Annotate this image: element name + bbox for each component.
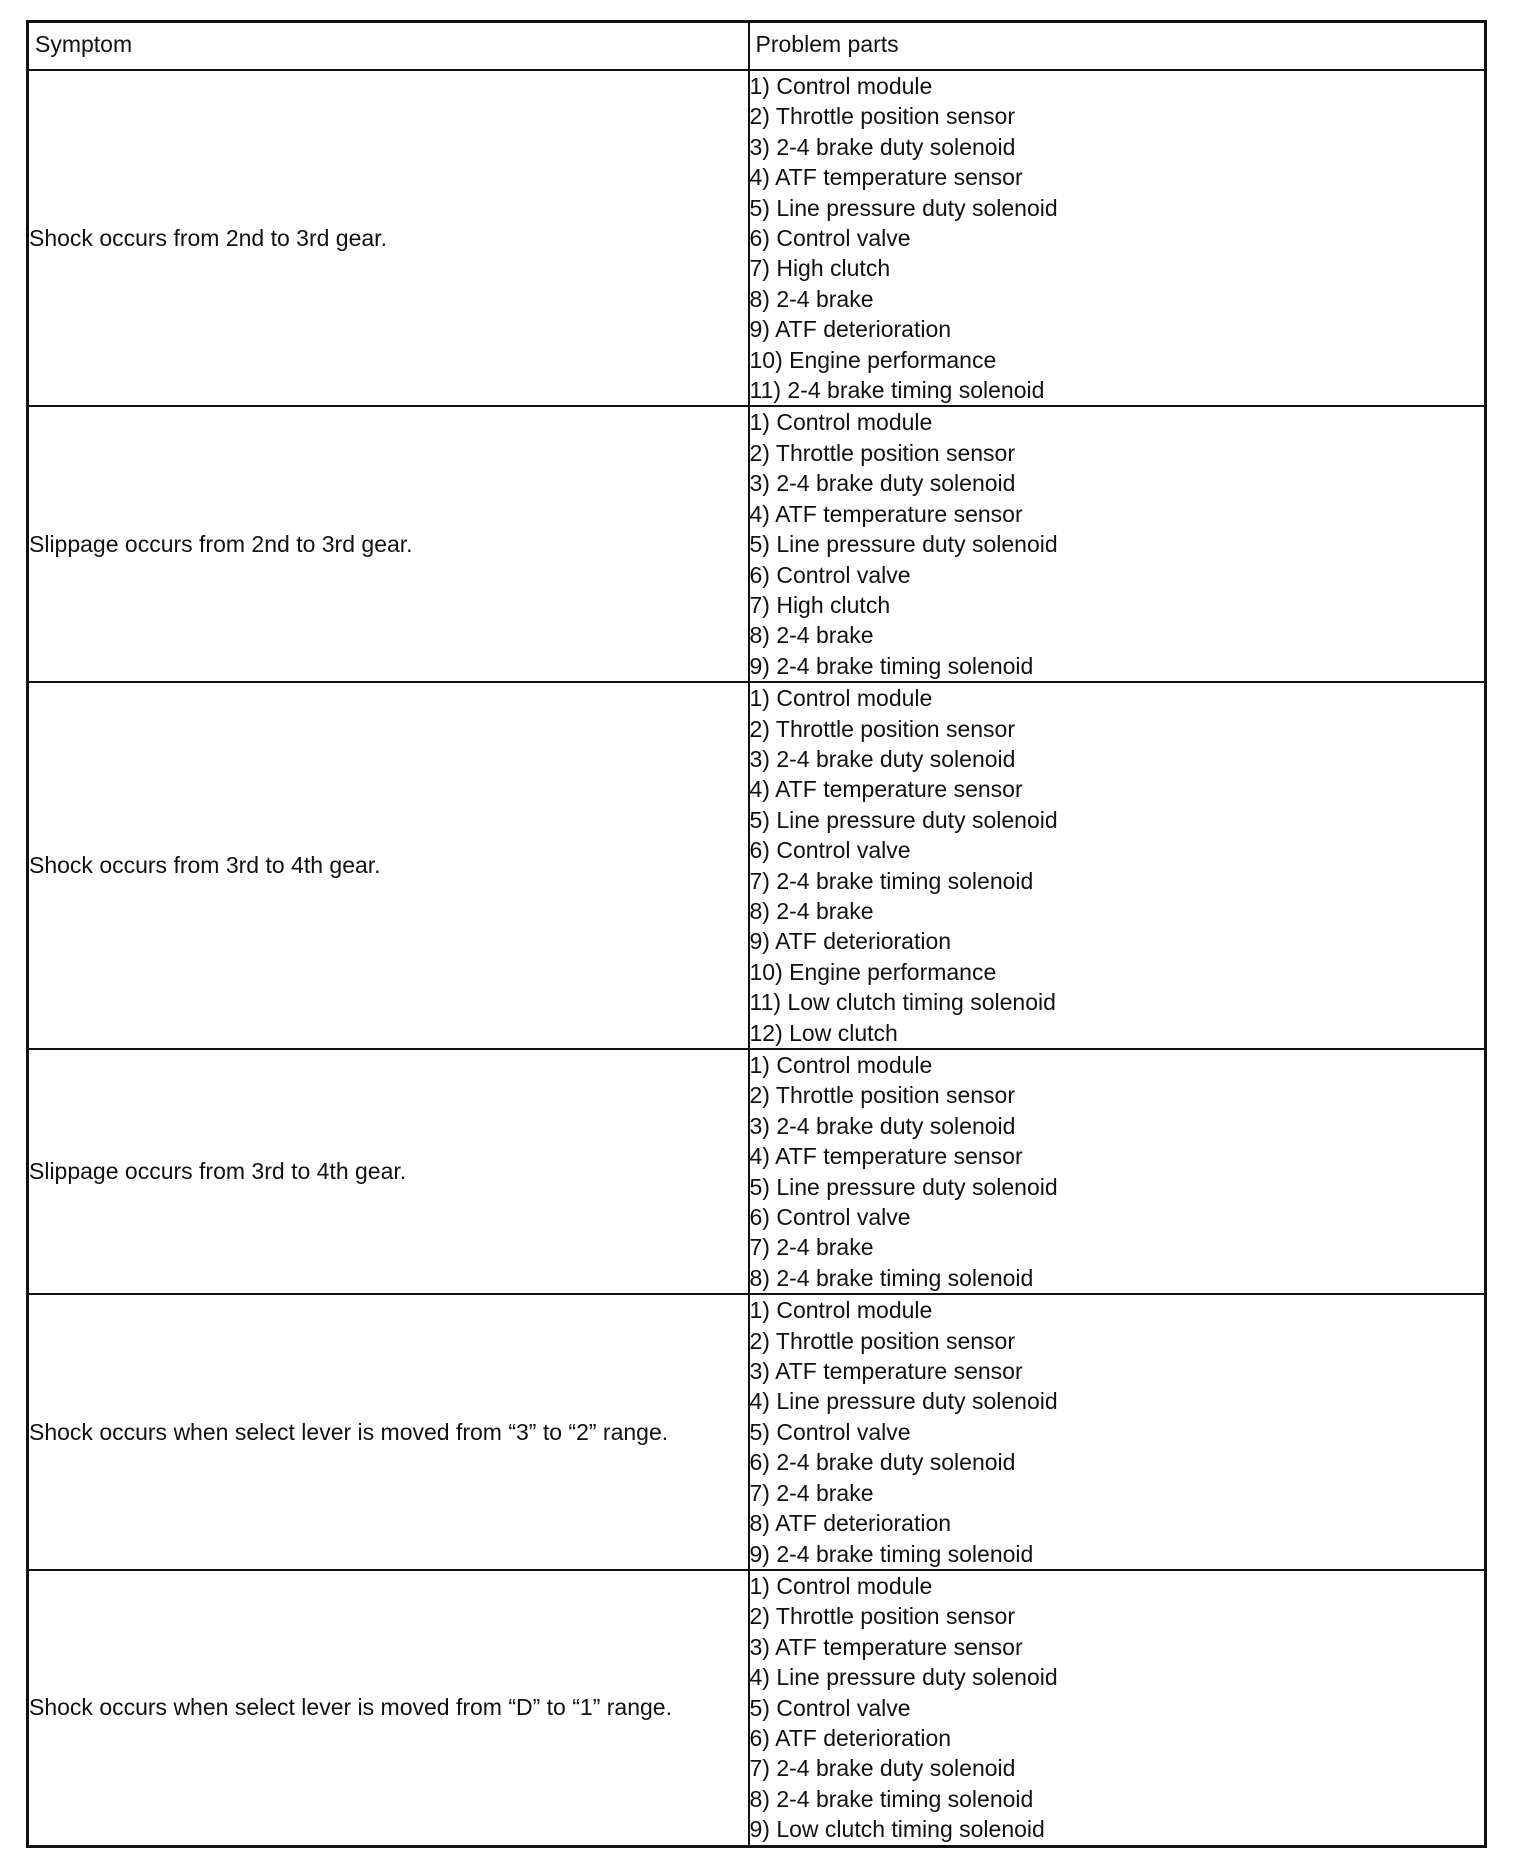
problem-part-item: 3) 2-4 brake duty solenoid xyxy=(749,745,1016,772)
problem-part-item: 5) Line pressure duty solenoid xyxy=(749,194,1058,221)
problem-part-item: 5) Control valve xyxy=(749,1694,911,1721)
table-row xyxy=(28,1049,1486,1294)
problem-part-item: 3) ATF temperature sensor xyxy=(749,1358,1023,1385)
problem-part-item: 7) 2-4 brake timing solenoid xyxy=(749,867,1034,894)
problem-part-item: 3) 2-4 brake duty solenoid xyxy=(749,133,1016,160)
problem-part-item: 6) Control valve xyxy=(749,1204,911,1231)
problem-part-item: 7) 2-4 brake xyxy=(749,1479,874,1506)
problem-part-item: 1) Control module xyxy=(749,1572,933,1599)
symptom-cell: Slippage occurs from 3rd to 4th gear. xyxy=(28,1049,749,1294)
problem-parts-cell xyxy=(749,1570,1486,1846)
problem-parts-cell xyxy=(749,70,1486,406)
problem-parts-list xyxy=(750,1571,1485,1845)
problem-part-item: 10) Engine performance xyxy=(749,346,997,373)
problem-part-item: 6) Control valve xyxy=(749,561,911,588)
problem-parts-cell xyxy=(749,682,1486,1049)
problem-part-item: 3) ATF temperature sensor xyxy=(749,1633,1023,1660)
problem-part-item: 1) Control module xyxy=(749,409,933,436)
problem-part-item: 1) Control module xyxy=(749,73,933,99)
problem-part-item: 11) 2-4 brake timing solenoid xyxy=(749,377,1045,404)
problem-part-item: 5) Line pressure duty solenoid xyxy=(749,806,1058,833)
table-header xyxy=(28,22,1486,71)
problem-part-item: 6) Control valve xyxy=(749,837,911,864)
problem-parts-list xyxy=(750,407,1485,681)
problem-part-item: 6) Control valve xyxy=(749,225,911,252)
problem-parts-cell xyxy=(749,1294,1486,1570)
problem-part-item: 2) Throttle position sensor xyxy=(749,439,1015,466)
problem-part-item: 7) High clutch xyxy=(749,255,891,282)
header-row xyxy=(28,22,1486,71)
problem-part-item: 4) Line pressure duty solenoid xyxy=(749,1388,1058,1415)
table-row xyxy=(28,406,1486,682)
problem-part-item: 2) Throttle position sensor xyxy=(749,1082,1015,1109)
table-row xyxy=(28,1294,1486,1570)
problem-part-item: 1) Control module xyxy=(749,1052,933,1078)
problem-part-item: 8) 2-4 brake timing solenoid xyxy=(749,1785,1034,1812)
problem-part-item: 4) ATF temperature sensor xyxy=(749,500,1023,527)
problem-part-item: 8) 2-4 brake xyxy=(749,897,874,924)
table-row xyxy=(28,1570,1486,1846)
symptom-cell: Shock occurs from 2nd to 3rd gear. xyxy=(28,70,749,406)
problem-part-item: 4) ATF temperature sensor xyxy=(749,776,1023,803)
problem-part-item: 8) 2-4 brake xyxy=(749,622,874,649)
problem-part-item: 2) Throttle position sensor xyxy=(749,103,1015,130)
problem-parts-column-header: Problem parts xyxy=(749,22,1486,71)
problem-parts-list xyxy=(750,683,1485,1048)
problem-part-item: 2) Throttle position sensor xyxy=(749,1327,1015,1354)
problem-part-item: 5) Line pressure duty solenoid xyxy=(749,1173,1058,1200)
problem-part-item: 7) 2-4 brake duty solenoid xyxy=(749,1755,1016,1782)
problem-part-item: 12) Low clutch xyxy=(749,1019,898,1046)
problem-part-item: 8) 2-4 brake timing solenoid xyxy=(749,1264,1034,1291)
problem-parts-list xyxy=(750,1295,1485,1569)
table-row xyxy=(28,70,1486,406)
problem-part-item: 8) ATF deterioration xyxy=(749,1510,952,1537)
problem-parts-list xyxy=(750,71,1485,405)
symptom-cell: Shock occurs when select lever is moved from “D” to “1” range. xyxy=(28,1570,749,1846)
problem-part-item: 9) Low clutch timing solenoid xyxy=(749,1816,1045,1843)
problem-part-item: 5) Line pressure duty solenoid xyxy=(749,531,1058,558)
problem-part-item: 2) Throttle position sensor xyxy=(749,715,1015,742)
problem-part-item: 3) 2-4 brake duty solenoid xyxy=(749,1112,1016,1139)
table-row xyxy=(28,682,1486,1049)
problem-parts-list xyxy=(750,1050,1485,1293)
problem-part-item: 4) ATF temperature sensor xyxy=(749,164,1023,191)
problem-part-item: 8) 2-4 brake xyxy=(749,285,874,312)
problem-part-item: 6) 2-4 brake duty solenoid xyxy=(749,1449,1016,1476)
problem-parts-cell xyxy=(749,1049,1486,1294)
problem-part-item: 5) Control valve xyxy=(749,1418,911,1445)
problem-part-item: 3) 2-4 brake duty solenoid xyxy=(749,470,1016,497)
symptom-cell: Slippage occurs from 2nd to 3rd gear. xyxy=(28,406,749,682)
problem-part-item: 1) Control module xyxy=(749,1297,933,1324)
table-body xyxy=(28,70,1486,1846)
problem-part-item: 11) Low clutch timing solenoid xyxy=(749,989,1056,1016)
problem-part-item: 9) 2-4 brake timing solenoid xyxy=(749,1540,1034,1567)
problem-part-item: 2) Throttle position sensor xyxy=(749,1603,1015,1630)
problem-part-item: 9) 2-4 brake timing solenoid xyxy=(749,652,1034,679)
problem-part-item: 6) ATF deterioration xyxy=(749,1724,952,1751)
diagnosis-table xyxy=(26,20,1487,1848)
problem-part-item: 9) ATF deterioration xyxy=(749,928,952,955)
problem-part-item: 7) High clutch xyxy=(749,591,891,618)
problem-part-item: 4) Line pressure duty solenoid xyxy=(749,1664,1058,1691)
symptom-column-header: Symptom xyxy=(28,22,749,71)
problem-part-item: 1) Control module xyxy=(749,685,933,712)
problem-part-item: 4) ATF temperature sensor xyxy=(749,1143,1023,1170)
problem-part-item: 9) ATF deterioration xyxy=(749,316,952,343)
problem-part-item: 10) Engine performance xyxy=(749,958,997,985)
symptom-cell: Shock occurs from 3rd to 4th gear. xyxy=(28,682,749,1049)
problem-parts-cell xyxy=(749,406,1486,682)
problem-part-item: 7) 2-4 brake xyxy=(749,1234,874,1261)
symptom-cell: Shock occurs when select lever is moved from “3” to “2” range. xyxy=(28,1294,749,1570)
